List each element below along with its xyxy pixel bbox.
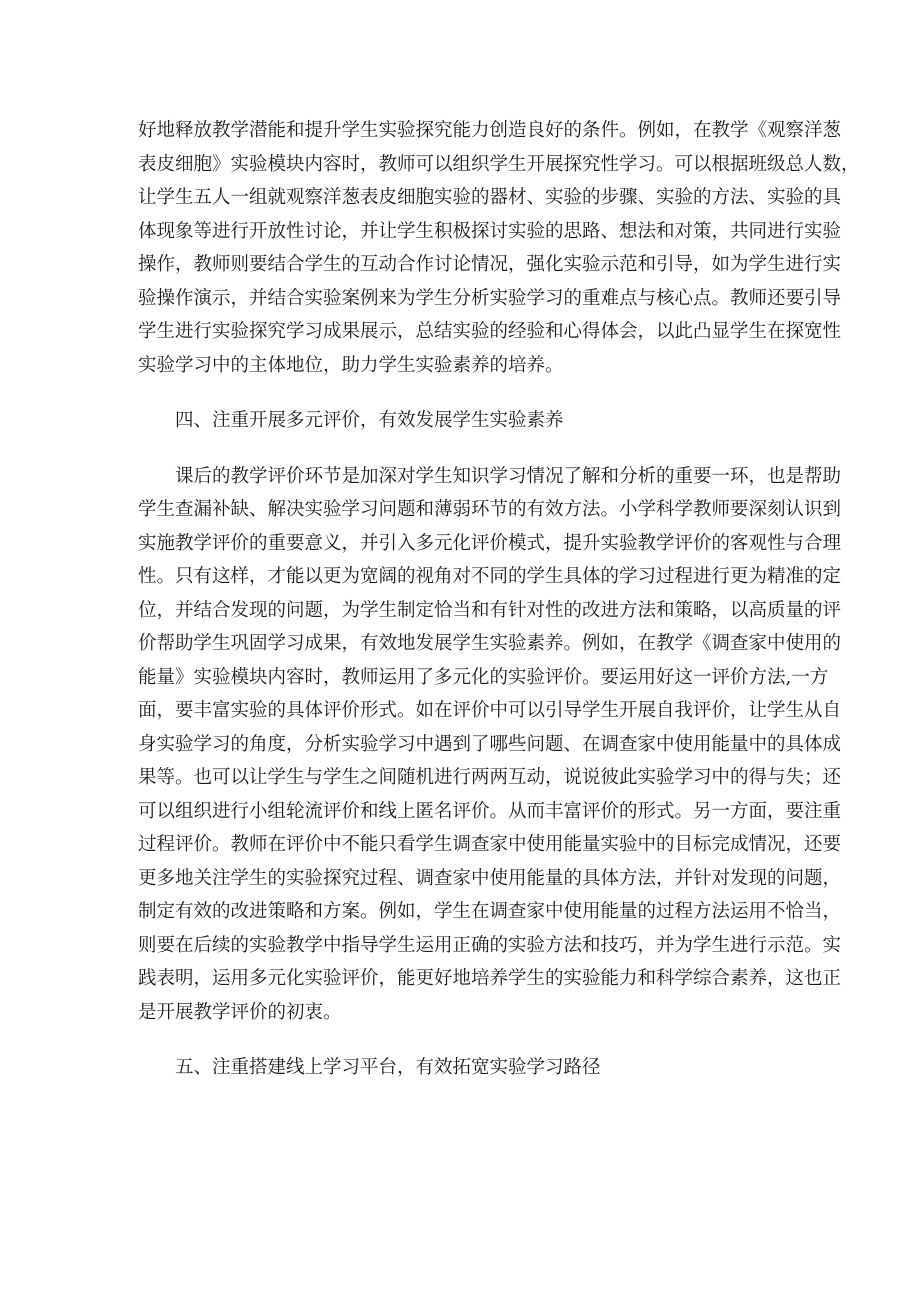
document-page bbox=[138, 114, 860, 1085]
paragraph-line: 价帮助学生巩固学习成果，有效地发展学生实验素养。例如，在教学《调查家中使用的 bbox=[138, 633, 842, 654]
paragraph-line: 面，要丰富实验的具体评价形式。如在评价中可以引导学生开展自我评价，让学生从自 bbox=[138, 700, 842, 721]
paragraph-line: 则要在后续的实验教学中指导学生运用正确的实验方法和技巧，并为学生进行示范。实 bbox=[138, 934, 842, 956]
section-heading-4: 四、注重开展多元评价，有效发展学生实验素养 bbox=[175, 410, 564, 431]
paragraph-line: 验操作演示，并结合实验案例来为学生分析实验学习的重难点与核心点。教师还要引导 bbox=[138, 287, 842, 309]
paragraph-line: 身实验学习的角度，分析实验学习中遇到了哪些问题、在调查家中使用能量中的具体成 bbox=[138, 733, 842, 755]
paragraph-line: 让学生五人一组就观察洋葱表皮细胞实验的器材、实验的步骤、实验的方法、实验的具 bbox=[138, 187, 842, 208]
paragraph-2 bbox=[138, 460, 842, 1030]
paragraph-line: 过程评价。教师在评价中不能只看学生调查家中使用能量实验中的目标完成情况，还要 bbox=[138, 834, 842, 855]
paragraph-line: 实施教学评价的重要意义，并引入多元化评价模式，提升实验教学评价的客观性与合理 bbox=[138, 532, 842, 554]
paragraph-line: 性。只有这样，才能以更为宽阔的视角对不同的学生具体的学习过程进行更为精准的定 bbox=[138, 566, 842, 587]
section-heading-5: 五、注重搭建线上学习平台，有效拓宽实验学习路径 bbox=[175, 1057, 601, 1078]
paragraph-line: 好地释放教学潜能和提升学生实验探究能力创造良好的条件。例如，在教学《观察洋葱 bbox=[138, 120, 842, 141]
paragraph-1 bbox=[138, 114, 860, 382]
paragraph-line: 学生进行实验探究学习成果展示，总结实验的经验和心得体会，以此凸显学生在探宽性 bbox=[138, 321, 842, 342]
paragraph-line: 可以组织进行小组轮流评价和线上匿名评价。从而丰富评价的形式。另一方面，要注重 bbox=[138, 800, 842, 822]
paragraph-line: 学生查漏补缺、解决实验学习问题和薄弱环节的有效方法。小学科学教师要深刻认识到 bbox=[138, 499, 842, 520]
paragraph-line: 是开展教学评价的初衷。 bbox=[138, 1001, 342, 1023]
paragraph-line: 果等。也可以让学生与学生之间随机进行两两互动，说说彼此实验学习中的得与失；还 bbox=[138, 767, 842, 788]
paragraph-line: 实验学习中的主体地位，助力学生实验素养的培养。 bbox=[138, 354, 564, 376]
paragraph-line: 体现象等进行开放性讨论，并让学生积极探讨实验的思路、想法和对策，共同进行实验 bbox=[138, 220, 842, 242]
paragraph-line: 更多地关注学生的实验探究过程、调查家中使用能量的具体方法，并针对发现的问题， bbox=[138, 867, 842, 889]
paragraph-line: 表皮细胞》实验模块内容时，教师可以组织学生开展探究性学习。可以根据班级总人数， bbox=[138, 153, 860, 175]
paragraph-line: 课后的教学评价环节是加深对学生知识学习情况了解和分析的重要一环，也是帮助 bbox=[175, 465, 842, 487]
paragraph-line: 位，并结合发现的问题，为学生制定恰当和有针对性的改进方法和策略，以高质量的评 bbox=[138, 599, 842, 621]
paragraph-line: 践表明，运用多元化实验评价，能更好地培养学生的实验能力和科学综合素养，这也正 bbox=[138, 968, 842, 989]
paragraph-line: 制定有效的改进策略和方案。例如，学生在调查家中使用能量的过程方法运用不恰当， bbox=[138, 901, 842, 922]
paragraph-line: 操作，教师则要结合学生的互动合作讨论情况，强化实验示范和引导，如为学生进行实 bbox=[138, 254, 842, 275]
paragraph-line: 能量》实验模块内容时，教师运用了多元化的实验评价。要运用好这一评价方法,一方 bbox=[138, 666, 829, 688]
